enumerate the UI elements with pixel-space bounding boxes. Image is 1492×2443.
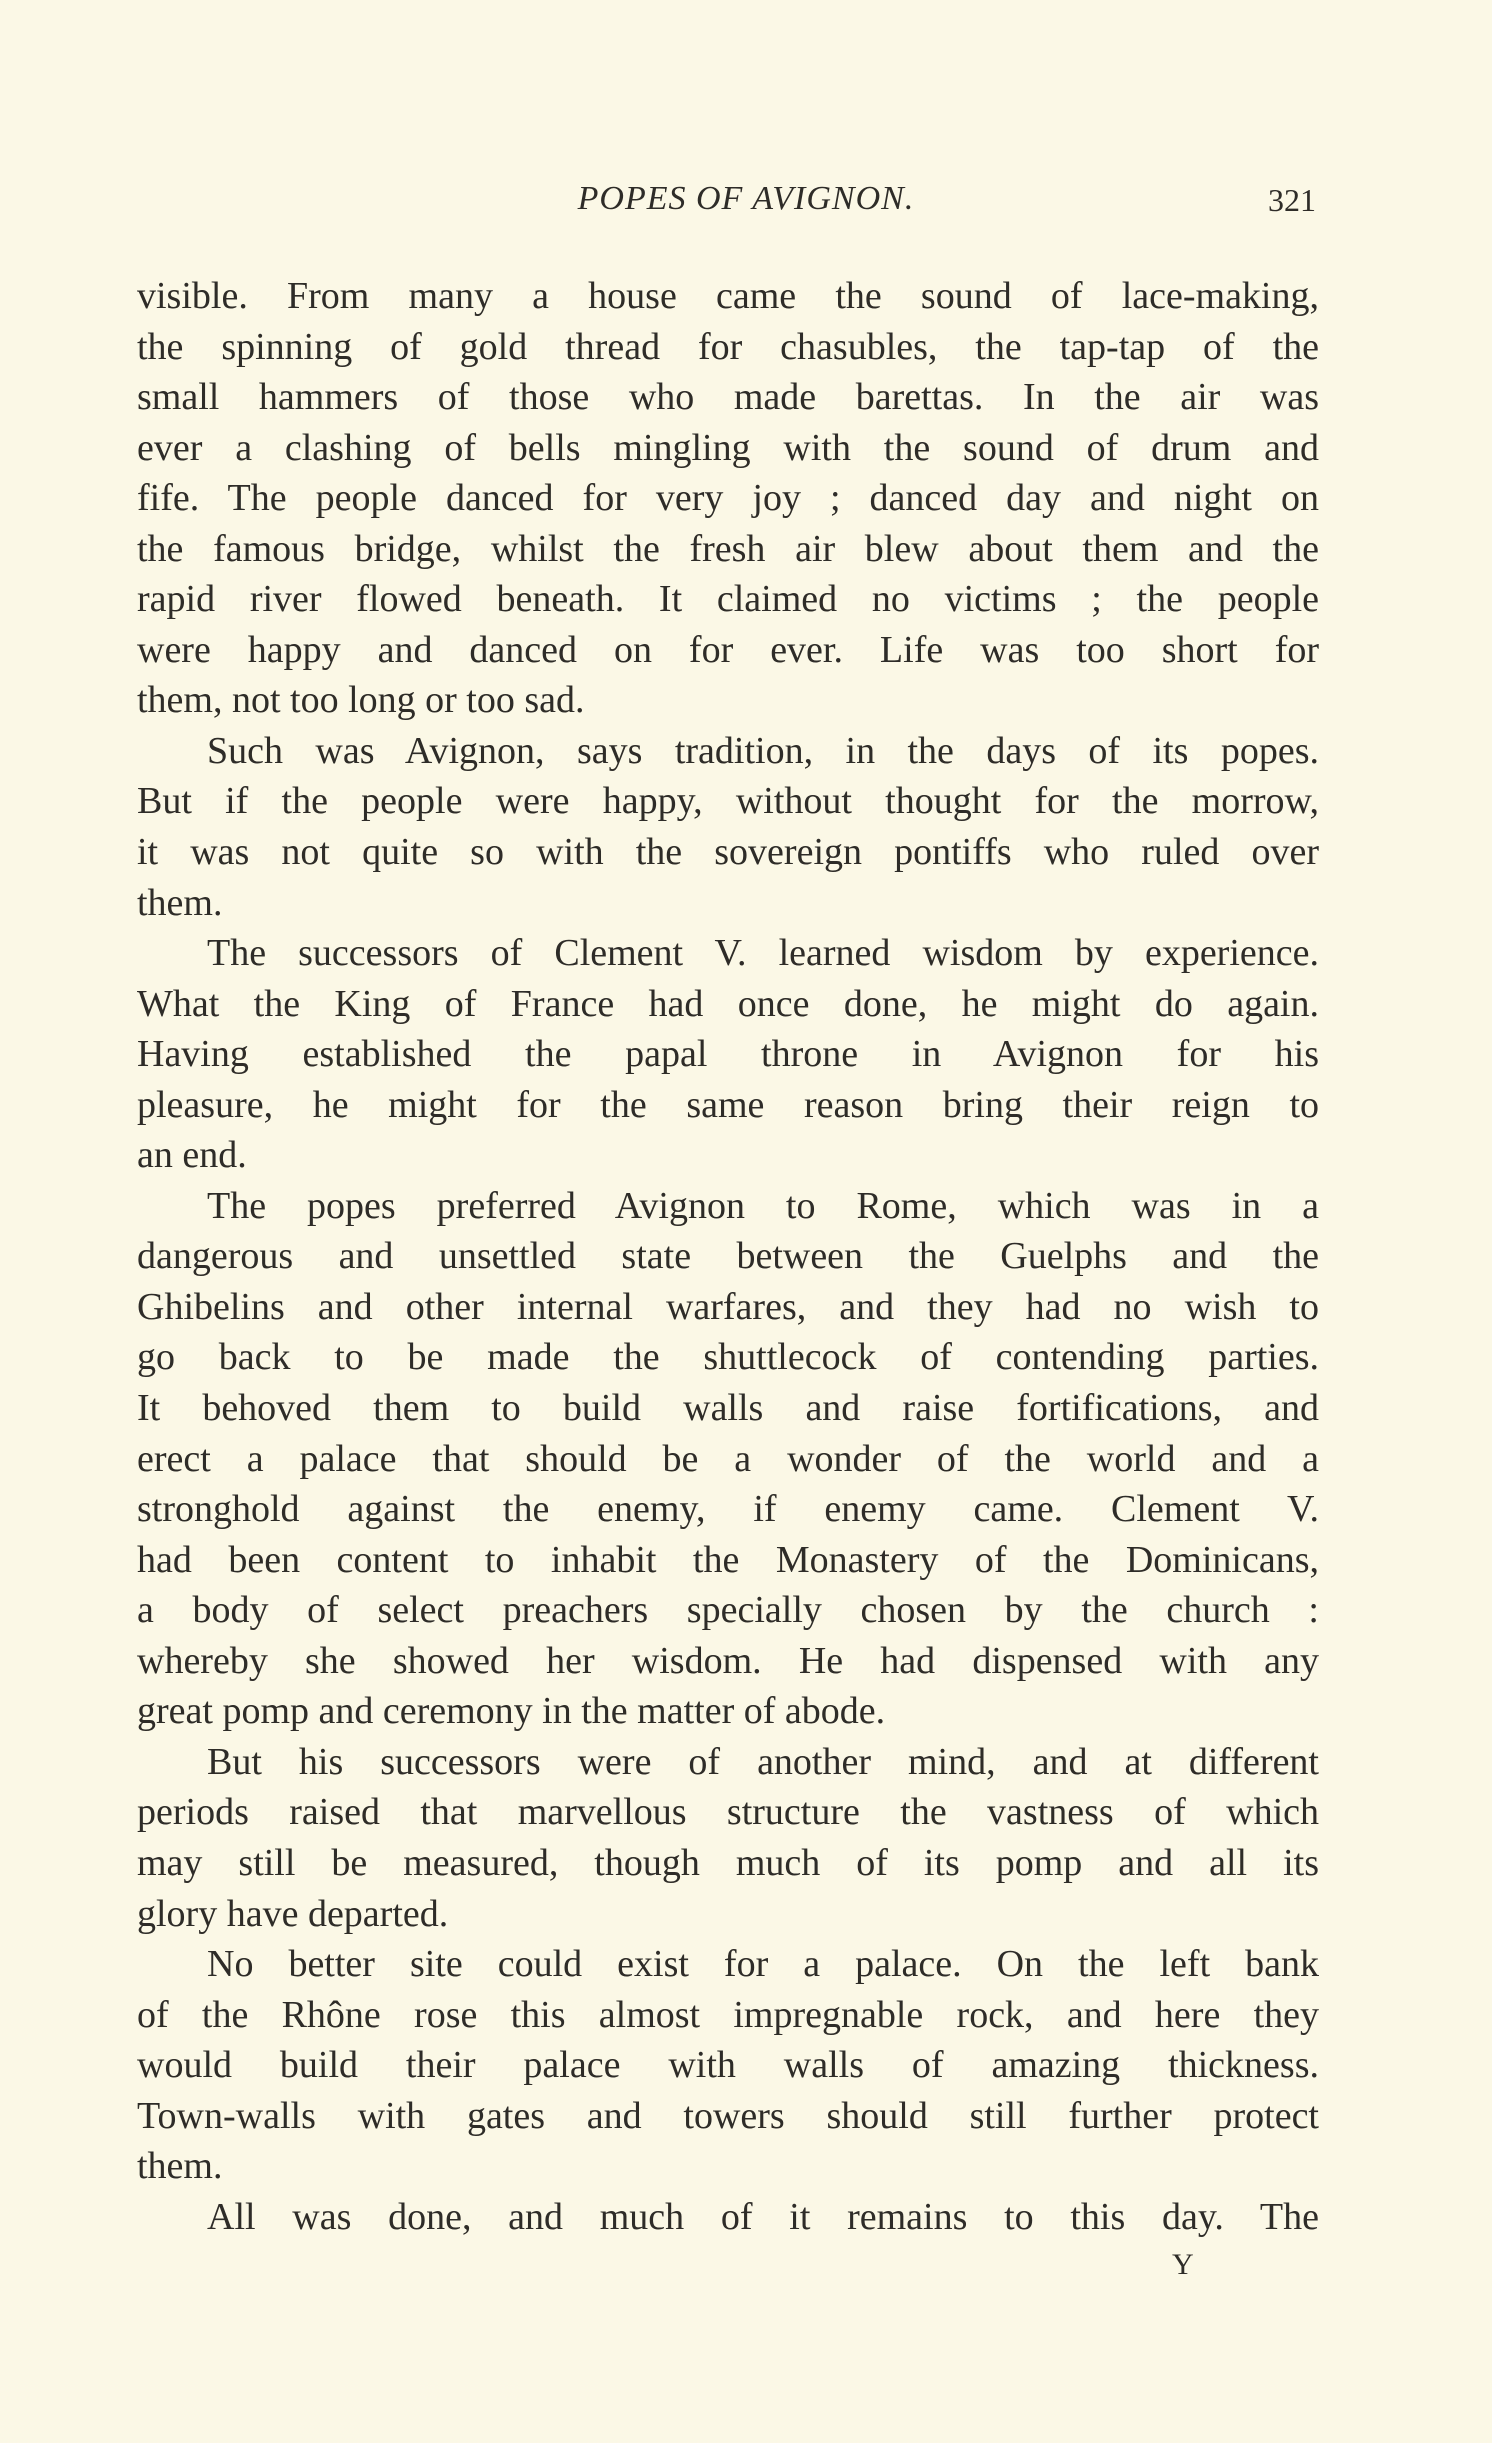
text-line: them.	[137, 881, 223, 924]
text-line: erect a palace that should be a wonder of the world and a	[137, 1437, 1319, 1480]
text-line: rapid river flowed beneath. It claimed no victims ; the people	[137, 578, 1319, 621]
text-line: All was done, and much of it remains to this day. The	[207, 2195, 1319, 2238]
text-line: Such was Avignon, says tradition, in the days of its popes.	[207, 729, 1319, 772]
text-line: the spinning of gold thread for chasubles, the tap-tap of the	[137, 325, 1319, 368]
text-line: The successors of Clement V. learned wisdom by experience.	[207, 932, 1319, 975]
text-line: What the King of France had once done, he might do again.	[137, 982, 1319, 1025]
text-line: were happy and danced on for ever. Life was too short for	[137, 628, 1319, 671]
text-line: had been content to inhabit the Monastery of the Dominicans,	[137, 1538, 1319, 1581]
text-line: glory have departed.	[137, 1892, 449, 1935]
text-line: Town-walls with gates and towers should still further protect	[137, 2094, 1319, 2137]
text-line: whereby she showed her wisdom. He had dispensed with any	[137, 1639, 1319, 1682]
text-line: small hammers of those who made barettas. In the air was	[137, 376, 1319, 419]
text-line: great pomp and ceremony in the matter of abode.	[137, 1690, 886, 1733]
text-line: It behoved them to build walls and raise fortifications, and	[137, 1387, 1319, 1430]
text-line: may still be measured, though much of its pomp and all its	[137, 1841, 1319, 1884]
text-line: would build their palace with walls of amazing thickness.	[137, 2044, 1319, 2087]
text-line: But if the people were happy, without thought for the morrow,	[137, 780, 1319, 823]
text-line: a body of select preachers specially chosen by the church :	[137, 1589, 1319, 1632]
text-line: Ghibelins and other internal warfares, and they had no wish to	[137, 1285, 1319, 1328]
running-head: POPES OF AVIGNON.	[577, 180, 915, 217]
text-line: No better site could exist for a palace. On the left bank	[207, 1943, 1319, 1986]
text-line: them, not too long or too sad.	[137, 679, 585, 722]
text-line: The popes preferred Avignon to Rome, which was in a	[207, 1184, 1319, 1227]
text-line: it was not quite so with the sovereign pontiffs who ruled over	[137, 831, 1319, 874]
signature-mark: Y	[1172, 2248, 1194, 2281]
text-line: go back to be made the shuttlecock of contending parties.	[137, 1336, 1319, 1379]
text-line: them.	[137, 2145, 223, 2188]
page-number: 321	[1268, 182, 1316, 218]
text-line: Having established the papal throne in Avignon for his	[137, 1033, 1319, 1076]
text-line: ever a clashing of bells mingling with the sound of drum and	[137, 426, 1319, 469]
text-line: visible. From many a house came the sound of lace-making,	[137, 275, 1319, 317]
text-line: the famous bridge, whilst the fresh air blew about them and the	[137, 527, 1319, 570]
text-line: periods raised that marvellous structure the vastness of which	[137, 1791, 1319, 1834]
text-line: pleasure, he might for the same reason bring their reign to	[137, 1083, 1319, 1126]
text-line: But his successors were of another mind, and at different	[207, 1740, 1319, 1783]
text-line: fife. The people danced for very joy ; danced day and night on	[137, 477, 1319, 520]
text-line: dangerous and unsettled state between the Guelphs and the	[137, 1235, 1319, 1278]
text-line: an end.	[137, 1134, 247, 1177]
text-line: stronghold against the enemy, if enemy came. Clement V.	[137, 1488, 1319, 1531]
text-line: of the Rhône rose this almost impregnable rock, and here they	[137, 1993, 1319, 2036]
body-text	[137, 271, 1319, 2242]
